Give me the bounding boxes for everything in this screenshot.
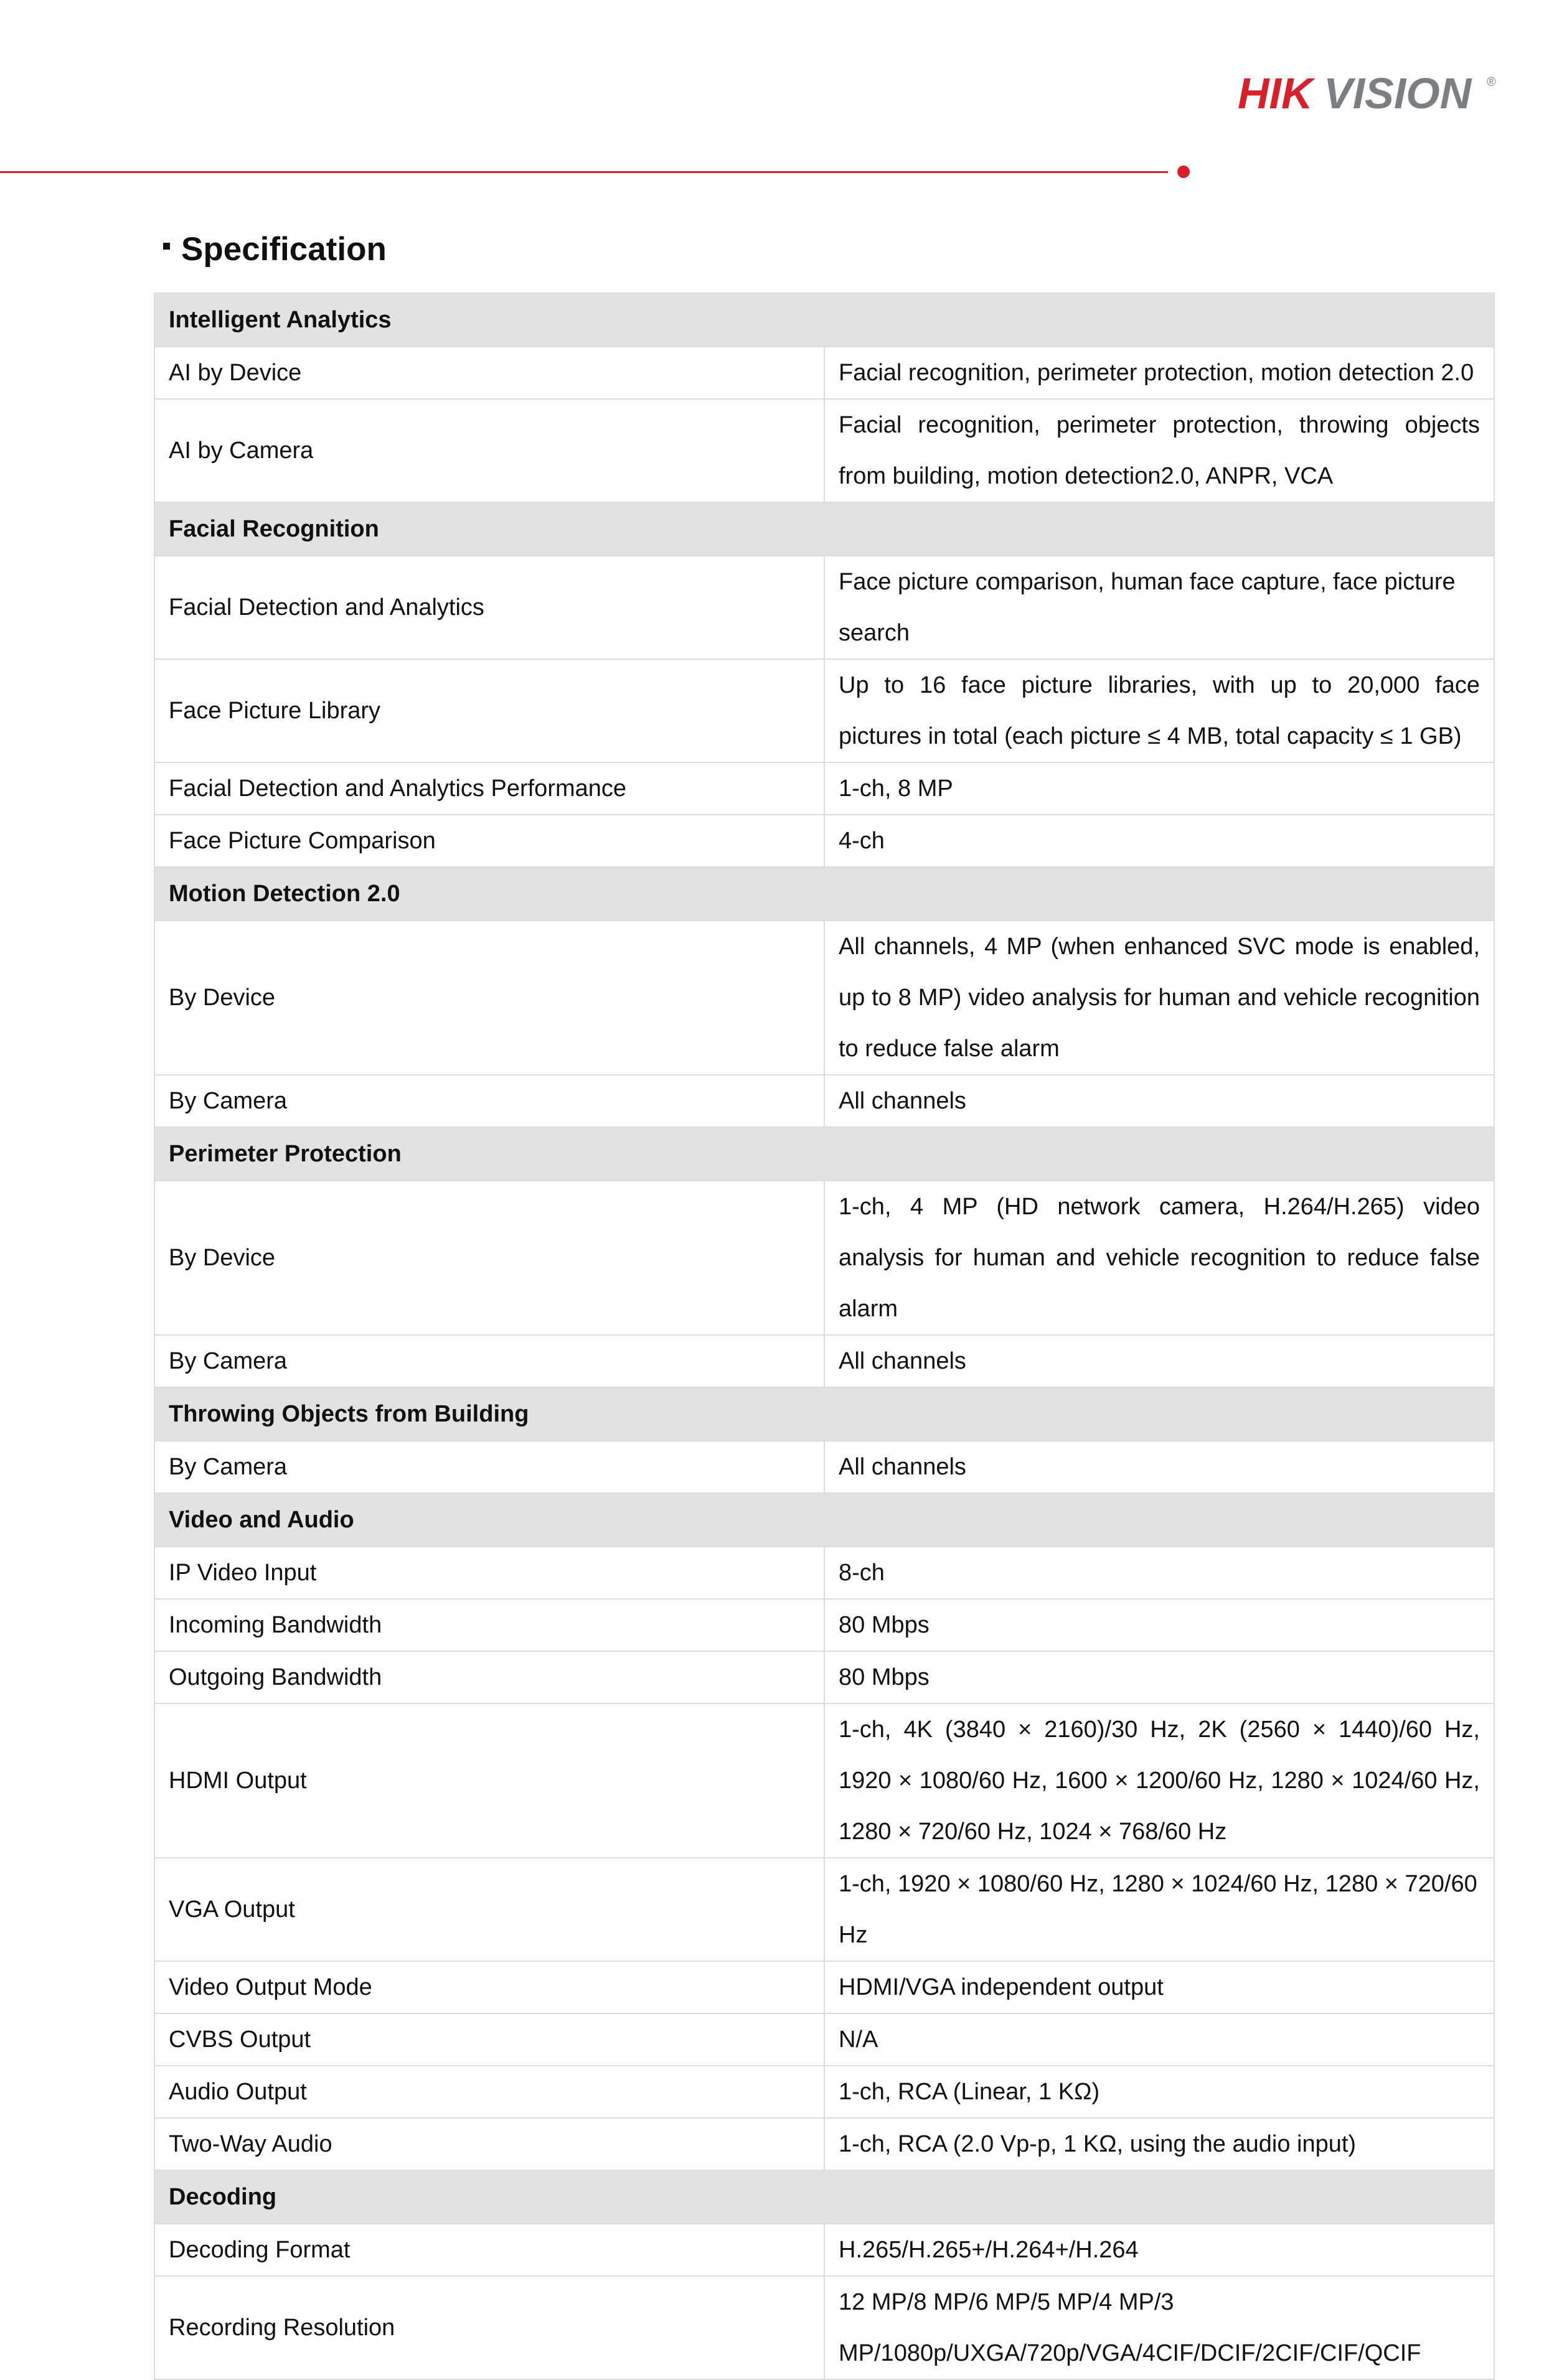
spec-value: 80 Mbps (824, 1599, 1494, 1651)
spec-row (154, 659, 1494, 762)
spec-label: Outgoing Bandwidth (154, 1651, 824, 1703)
spec-value: 1-ch, 1920 × 1080/60 Hz, 1280 × 1024/60 Hz, 1280 × 720/60 Hz (824, 1858, 1494, 1961)
spec-label: Facial Detection and Analytics (154, 556, 824, 659)
spec-value: H.265/H.265+/H.264+/H.264 (824, 2224, 1494, 2276)
spec-value: All channels (824, 1441, 1494, 1493)
spec-row (154, 1961, 1494, 2013)
section-heading (163, 230, 387, 268)
spec-label: Audio Output (154, 2066, 824, 2118)
specification-table-body (154, 293, 1494, 2379)
spec-value: 8-ch (824, 1547, 1494, 1599)
spec-row (154, 1651, 1494, 1703)
category-title: Facial Recognition (154, 502, 1494, 556)
spec-value: 1-ch, RCA (2.0 Vp-p, 1 KΩ, using the audio input) (824, 2118, 1494, 2170)
spec-value: All channels (824, 1075, 1494, 1127)
spec-row (154, 399, 1494, 502)
spec-label: CVBS Output (154, 2013, 824, 2066)
spec-label: Facial Detection and Analytics Performance (154, 762, 824, 815)
spec-value: All channels (824, 1335, 1494, 1387)
spec-row (154, 2066, 1494, 2118)
spec-row (154, 2013, 1494, 2066)
spec-label: Face Picture Comparison (154, 815, 824, 867)
spec-label: Two-Way Audio (154, 2118, 824, 2170)
category-title: Decoding (154, 2170, 1494, 2224)
spec-row (154, 556, 1494, 659)
spec-label: VGA Output (154, 1858, 824, 1961)
spec-row (154, 1858, 1494, 1961)
spec-value: 4-ch (824, 815, 1494, 867)
spec-row (154, 1703, 1494, 1858)
spec-row (154, 762, 1494, 815)
spec-value: 80 Mbps (824, 1651, 1494, 1703)
spec-value: 1-ch, 4K (3840 × 2160)/30 Hz, 2K (2560 × 1440)/60 Hz, 1920 × 1080/60 Hz, 1600 × 1200/60 Hz, 1280 × 1024/60 Hz, 1280 × 720/60 Hz, 1024 × 768/60 Hz (824, 1703, 1494, 1858)
spec-value: Up to 16 face picture libraries, with up to 20,000 face pictures in total (each picture ≤ 4 MB, total capacity ≤ 1 GB) (824, 659, 1494, 762)
category-title: Video and Audio (154, 1493, 1494, 1547)
spec-row (154, 347, 1494, 399)
spec-value: Facial recognition, perimeter protection, motion detection 2.0 (824, 347, 1494, 399)
spec-row (154, 1599, 1494, 1651)
spec-value: 1-ch, RCA (Linear, 1 KΩ) (824, 2066, 1494, 2118)
spec-label: Recording Resolution (154, 2276, 824, 2379)
spec-label: HDMI Output (154, 1703, 824, 1858)
spec-label: Incoming Bandwidth (154, 1599, 824, 1651)
category-title: Throwing Objects from Building (154, 1387, 1494, 1441)
spec-row (154, 1075, 1494, 1127)
spec-value: HDMI/VGA independent output (824, 1961, 1494, 2013)
category-row (154, 1387, 1494, 1441)
logo-hik-text: HIK (1238, 69, 1313, 118)
spec-label: Face Picture Library (154, 659, 824, 762)
spec-value: 12 MP/8 MP/6 MP/5 MP/4 MP/3 MP/1080p/UXGA/720p/VGA/4CIF/DCIF/2CIF/CIF/QCIF (824, 2276, 1494, 2379)
section-title: Specification (181, 231, 387, 268)
category-row (154, 1493, 1494, 1547)
spec-row (154, 1335, 1494, 1387)
spec-label: AI by Device (154, 347, 824, 399)
spec-label: By Device (154, 921, 824, 1075)
spec-label: AI by Camera (154, 399, 824, 502)
spec-value: All channels, 4 MP (when enhanced SVC mode is enabled, up to 8 MP) video analysis for human and vehicle recognition to reduce false alarm (824, 921, 1494, 1075)
spec-row (154, 2276, 1494, 2379)
hikvision-logo (1238, 68, 1499, 117)
spec-label: IP Video Input (154, 1547, 824, 1599)
square-bullet-icon (163, 243, 170, 250)
spec-label: By Camera (154, 1335, 824, 1387)
category-title: Motion Detection 2.0 (154, 867, 1494, 921)
header-red-dot (1177, 166, 1190, 178)
specification-table (154, 293, 1495, 2380)
header-red-rule (0, 171, 1168, 173)
category-row (154, 502, 1494, 556)
spec-value: N/A (824, 2013, 1494, 2066)
spec-row (154, 2224, 1494, 2276)
spec-value: 1-ch, 4 MP (HD network camera, H.264/H.265) video analysis for human and vehicle recognition to reduce false alarm (824, 1181, 1494, 1335)
spec-label: Video Output Mode (154, 1961, 824, 2013)
spec-value: Facial recognition, perimeter protection, throwing objects from building, motion detection2.0, ANPR, VCA (824, 399, 1494, 502)
category-row (154, 867, 1494, 921)
category-row (154, 1127, 1494, 1181)
spec-row (154, 1441, 1494, 1493)
category-row (154, 293, 1494, 347)
spec-value: 1-ch, 8 MP (824, 762, 1494, 815)
category-title: Perimeter Protection (154, 1127, 1494, 1181)
spec-label: Decoding Format (154, 2224, 824, 2276)
logo-vision-text: VISION (1324, 69, 1472, 118)
spec-row (154, 815, 1494, 867)
spec-row (154, 1547, 1494, 1599)
spec-label: By Device (154, 1181, 824, 1335)
category-row (154, 2170, 1494, 2224)
spec-value: Face picture comparison, human face capture, face picture search (824, 556, 1494, 659)
spec-label: By Camera (154, 1441, 824, 1493)
spec-row (154, 2118, 1494, 2170)
hikvision-logo-mark (1238, 68, 1499, 117)
spec-row (154, 921, 1494, 1075)
logo-registered-mark: ® (1487, 75, 1496, 89)
category-title: Intelligent Analytics (154, 293, 1494, 347)
spec-row (154, 1181, 1494, 1335)
spec-label: By Camera (154, 1075, 824, 1127)
